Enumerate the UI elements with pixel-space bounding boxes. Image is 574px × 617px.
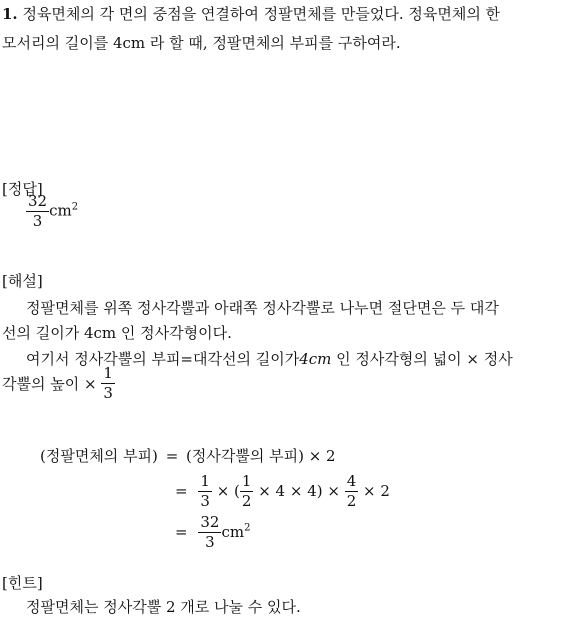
equals-sign: = [165,447,179,465]
fraction-denominator: 3 [103,384,113,402]
equation-rhs-1: (정사각뿔의 부피) × 2 [186,447,336,465]
answer-fraction [26,194,49,229]
one-third-fraction [101,366,115,401]
fraction-numerator: 4 [346,472,357,490]
eq2-fraction-1 [198,474,212,509]
explanation-p2-text-b: 인 정사각형의 넓이 × 정사 [336,350,513,368]
question-text-1: 정육면체의 각 면의 중점을 연결하여 정팔면체를 만들었다. 정육면체의 한 [22,5,501,23]
question-number: 1. [2,5,18,23]
equals-sign: = [175,482,188,500]
equation-row-2 [175,474,390,509]
fraction-numerator: 32 [200,513,220,531]
explanation-p1-line1: 정팔면체를 위쪽 정사각뿔과 아래쪽 정사각뿔로 나누면 절단면은 두 대각 [26,299,499,317]
fraction-denominator: 3 [205,533,215,551]
answer-exponent: 2 [71,201,79,213]
answer-value [26,194,78,229]
fraction-numerator: 1 [103,364,113,382]
explanation-p2-text-c: 각뿔의 높이 × [2,375,97,393]
explanation-p2-line2 [2,366,115,401]
explanation-label: [해설] [2,272,43,290]
eq2-fraction-2 [240,474,254,509]
answer-denominator: 3 [32,212,43,230]
explanation-p2-variable: 4cm [299,350,332,368]
hint-text: 정팔면체는 정사각뿔 2 개로 나눌 수 있다. [26,598,301,616]
fraction-denominator: 3 [200,492,210,510]
answer-unit: cm [49,201,72,220]
equation-lhs: (정팔면체의 부피) [40,447,158,465]
fraction-numerator: 1 [241,472,252,490]
fraction-denominator: 2 [346,492,357,510]
question-text-2: 모서리의 길이를 4cm 라 할 때, 정팔면체의 부피를 구하여라. [2,34,401,52]
question-line-1 [2,3,500,24]
fraction-numerator: 1 [200,472,210,490]
eq3-fraction [198,515,221,550]
equation-row-3 [175,515,250,550]
equals-sign: = [175,523,188,541]
explanation-p1-line2: 선의 길이가 4cm 인 정사각형이다. [2,324,232,342]
explanation-p2-text-a: 여기서 정사각뿔의 부피=대각선의 길이가 [26,350,300,368]
answer-label: [정답] [2,180,43,198]
answer-numerator: 32 [28,192,48,210]
hint-label: [힌트] [2,574,43,592]
eq2-text-1: × ( [216,482,240,500]
fraction-denominator: 2 [241,492,252,510]
eq3-unit: cm [221,523,245,541]
equation-row-1 [40,449,336,464]
eq3-exponent: 2 [244,522,251,534]
eq2-text-2: × 4 × 4) × [258,482,340,500]
eq2-text-3: × 2 [363,482,390,500]
eq2-fraction-3 [345,474,359,509]
question-line-2 [2,32,401,53]
